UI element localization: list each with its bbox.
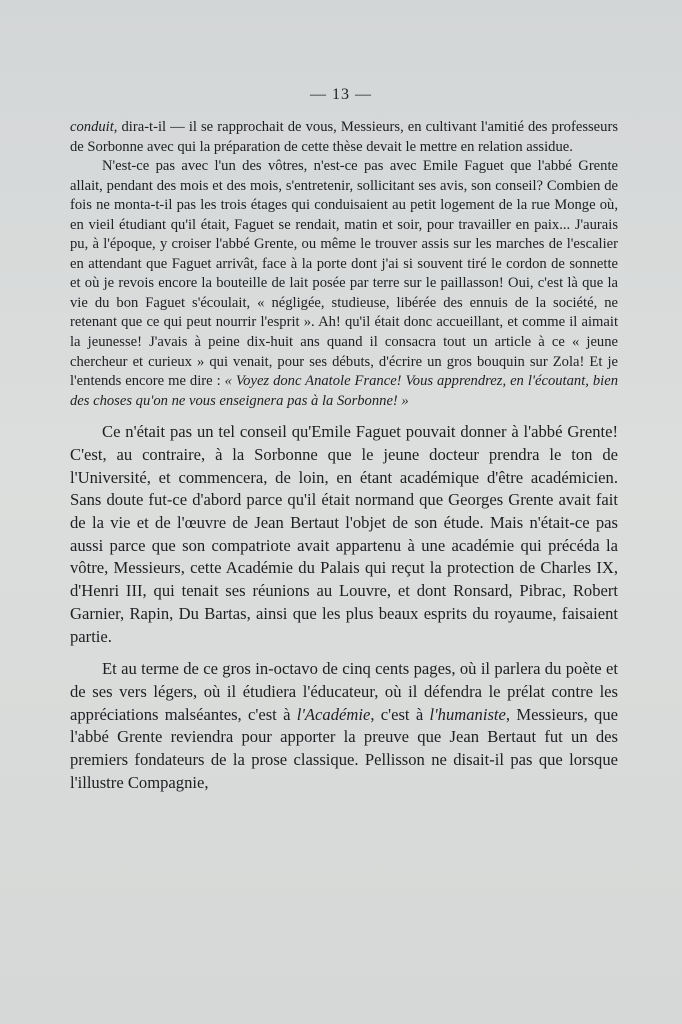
page-number: — 13 — xyxy=(310,86,372,103)
text-run: N'est-ce pas avec l'un des vôtres, n'est-ce pas avec Emile Faguet que l'abbé Grente allait, pendant des mois et des mois, s'entretenir, sollicitant ses avis, son conseil? Combien de fois ne monta-t-il pas les trois étages qui conduisaient au petit logement de la rue Monge où, en vieil étudiant qu'il était, Faguet se rendait, matin et soir, pour travailler en paix... J'aurais pu, à l'époque, y croiser l'abbé Grente, ou même le trouver assis sur les marches de l'escalier en attendant que Faguet arrivât, face à la porte dont j'ai si souvent tiré le cordon de sonnette et où je revois encore la bouteille de lait posée par terre sur le paillasson! Oui, c'est là que la vie du bon Faguet s'écoulait, « négligée, studieuse, libérée des ennuis de la société, ne retenant que ce qui peut nourrir l'esprit ». Ah! qu'il était donc accueillant, et comme il aimait la jeunesse! J'avais à peine dix-huit ans quand il consacra tout un article à ce « jeune chercheur et curieux » qui venait, pour ses débuts, d'écrire un gros bouquin sur Zola! Et je l'entends encore me dire : xyxy=(70,158,618,390)
text-run: dira-t-il — il se rapprochait de vous, Messieurs, en cultivant l'amitié des professeurs de Sorbonne avec qui la préparation de cette thèse devait le mettre en relation assidue. xyxy=(70,119,618,155)
italic-text: « Voyez donc Anatole France! Vous apprendrez, en l'écoutant, bien des choses qu'on ne vous enseignera pas à la Sorbonne! » xyxy=(70,373,618,409)
text-run: Ce n'était pas un tel conseil qu'Emile Faguet pouvait donner à l'abbé Grente! C'est, au contraire, à la Sorbonne que le jeune docteur prendra le ton de l'Université, et commencera, de loin, en étant académique d'être académicien. Sans doute fut-ce d'abord parce qu'il était normand que Georges Grente avait fait de la vie et de l'œuvre de Jean Bertaut l'objet de son étude. Mais n'était-ce pas aussi parce que son compatriote avait appartenu à une académie qui précéda la vôtre, Messieurs, cette Académie du Palais qui reçut la protection de Charles IX, d'Henri III, qui tenait ses réunions au Louvre, et dont Ronsard, Pibrac, Robert Garnier, Rapin, Du Bartas, ainsi que les plus beaux esprits du royaume, faisaient partie. xyxy=(70,422,618,646)
text-run: Et au terme de ce gros in-octavo de cinq cents pages, où il parlera du poète et de ses vers légers, où il étudiera l'éducateur, où il défendra le prélat contre les appréciations malséantes, c'est à xyxy=(70,659,618,724)
paragraph-1 xyxy=(70,118,618,157)
paragraph-4 xyxy=(70,658,618,794)
italic-text: l'humaniste xyxy=(429,704,506,724)
body-text xyxy=(70,118,618,794)
text-run: , c'est à xyxy=(370,704,430,724)
text-run: , Messieurs, que l'abbé Grente reviendra pour apporter la preuve que Jean Bertaut fut un des premiers fondateurs de la prose classique. Pellisson ne disait-il pas que lorsque l'illustre Compagnie, xyxy=(70,704,619,792)
paragraph-3 xyxy=(70,421,618,648)
italic-text: l'Académie xyxy=(296,704,371,724)
italic-text: conduit, xyxy=(70,119,118,135)
paragraph-2 xyxy=(70,157,618,411)
